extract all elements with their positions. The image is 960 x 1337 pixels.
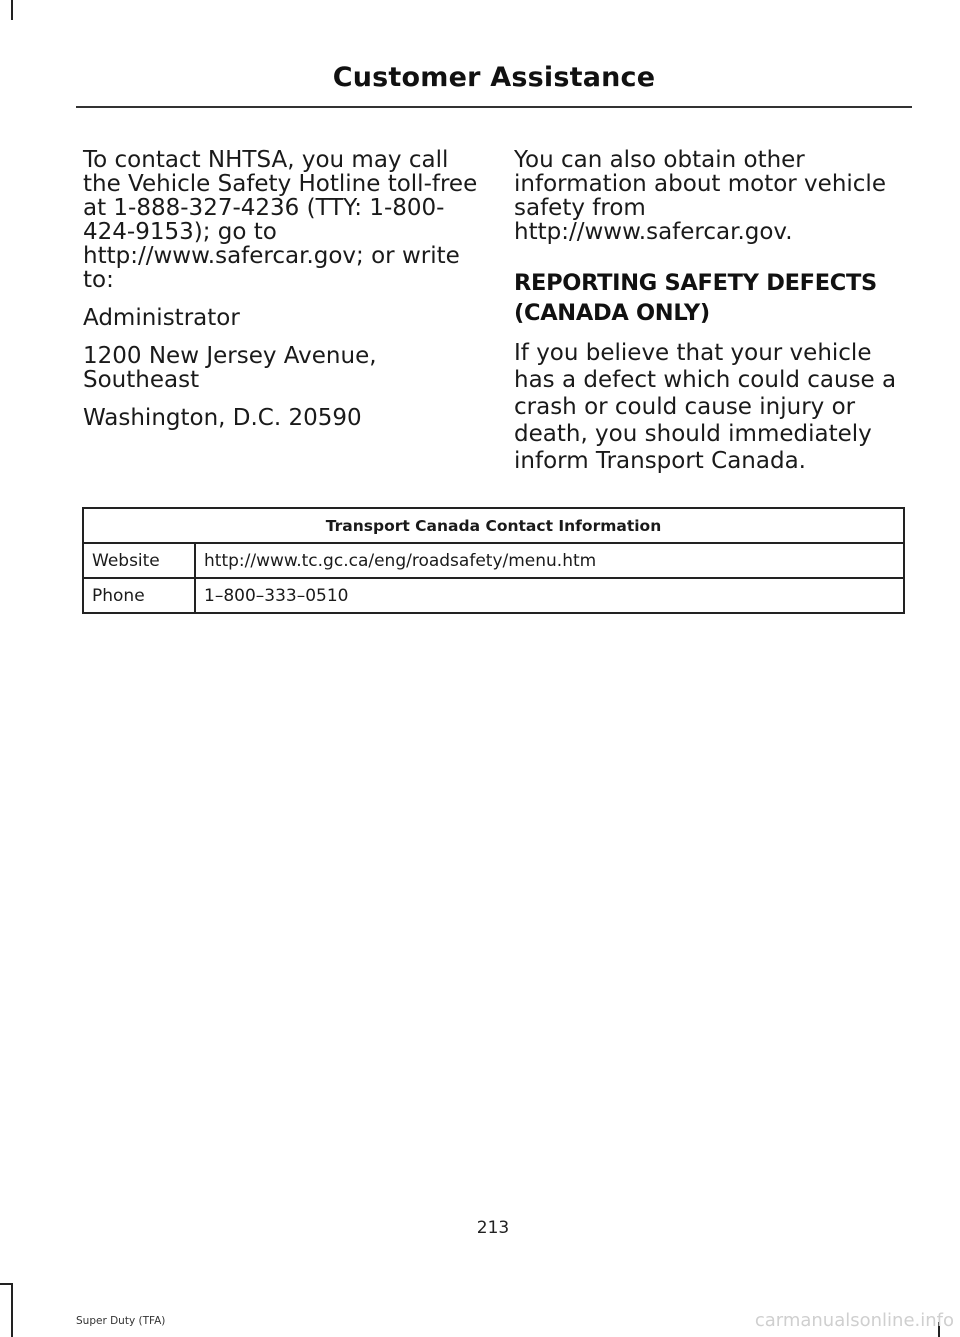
crop-mark-bottom-left-h: [0, 1283, 13, 1285]
table-cell-value: http://www.tc.gc.ca/eng/roadsafety/menu.htm: [195, 543, 904, 578]
crop-mark-bottom-left: [11, 1283, 13, 1337]
watermark-text: carmanualsonline.info: [754, 1310, 954, 1331]
page-title: Customer Assistance: [332, 62, 656, 93]
header-divider: [76, 106, 912, 108]
nhtsa-contact-paragraph: To contact NHTSA, you may call the Vehicle Safety Hotline toll-free at 1-888-327-4236 (TTY: 1-800-424-9153); go to http://www.safercar.gov; or write to:: [83, 147, 478, 293]
crop-mark-top-left: [11, 0, 13, 20]
page-number: 213: [476, 1218, 510, 1238]
right-column: [514, 148, 914, 475]
table-row: [83, 543, 904, 578]
transport-canada-contact-table: [82, 507, 905, 614]
section-heading-line-1: REPORTING SAFETY DEFECTS: [514, 270, 877, 296]
footer-model-label: Super Duty (TFA): [76, 1315, 166, 1327]
table-header-row: [83, 508, 904, 543]
left-column: [83, 148, 478, 430]
table-row: [83, 578, 904, 613]
safercar-info-paragraph: You can also obtain other information about motor vehicle safety from http://www.safercar.gov.: [514, 147, 886, 245]
table-cell-value: 1–800–333–0510: [195, 578, 904, 613]
address-line-street: 1200 New Jersey Avenue, Southeast: [83, 343, 377, 393]
table-title: Transport Canada Contact Information: [83, 508, 904, 543]
address-line-city: Washington, D.C. 20590: [83, 405, 362, 431]
defect-report-paragraph: If you believe that your vehicle has a defect which could cause a crash or could cause injury or death, you should immediately inform Transport Canada.: [514, 340, 897, 474]
section-heading-line-2: (CANADA ONLY): [514, 300, 710, 326]
table-cell-label: Phone: [83, 578, 195, 613]
table-cell-label: Website: [83, 543, 195, 578]
address-line-administrator: Administrator: [83, 305, 240, 331]
